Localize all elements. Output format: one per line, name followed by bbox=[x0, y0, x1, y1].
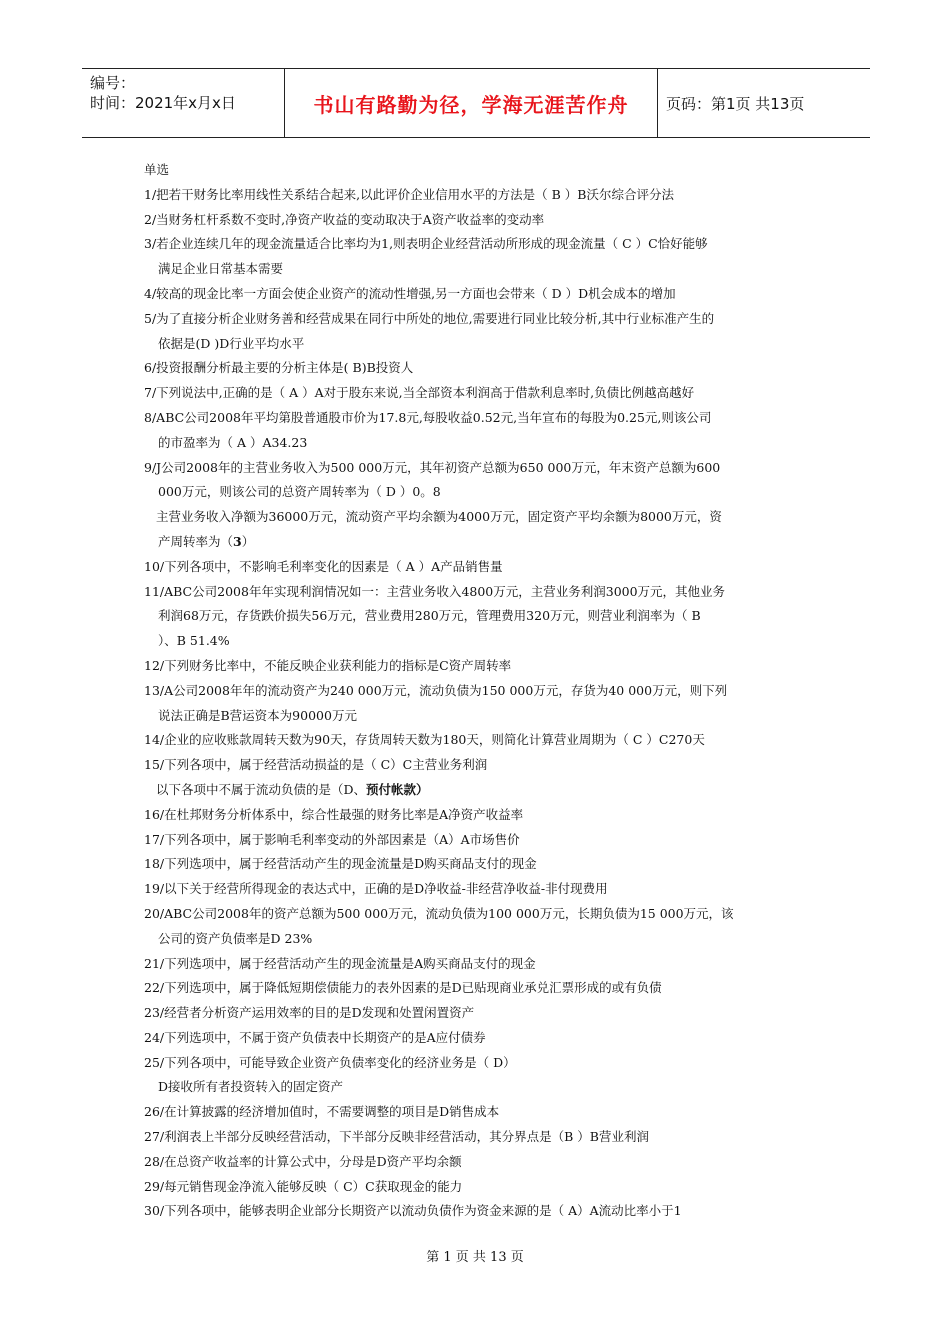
question-17: 17/下列各项中，属于影响毛利率变动的外部因素是（A）A市场售价 bbox=[144, 831, 520, 847]
question-13-cont: 说法正确是B营运资本为90000万元 bbox=[158, 707, 357, 723]
question-22: 22/下列选项中，属于降低短期偿债能力的表外因素的是D已贴现商业承兑汇票形成的或有负债 bbox=[144, 980, 662, 996]
question-5: 5/为了直接分析企业财务善和经营成果在同行中所处的地位,需要进行同业比较分析,其中行业标准产生的 bbox=[144, 310, 715, 326]
question-23: 23/经营者分析资产运用效率的目的是D发现和处置闲置资产 bbox=[144, 1005, 475, 1021]
question-24: 24/下列选项中，不属于资产负债表中长期资产的是A应付债券 bbox=[144, 1029, 486, 1045]
document-time-label: 时间：2021年x月x日 bbox=[90, 94, 236, 112]
question-21: 21/下列选项中，属于经营活动产生的现金流量是A购买商品支付的现金 bbox=[144, 955, 536, 971]
question-26: 26/在计算披露的经济增加值时，不需要调整的项目是D销售成本 bbox=[144, 1104, 500, 1120]
question-25-cont: D接收所有者投资转入的固定资产 bbox=[158, 1079, 344, 1095]
question-13: 13/A公司2008年年的流动资产为240 000万元，流动负债为150 000万元，存货为40 000万元，则下列 bbox=[144, 682, 728, 698]
question-1: 1/把若干财务比率用线性关系结合起来,以此评价企业信用水平的方法是（ B ）B沃尔综合评分法 bbox=[144, 186, 674, 202]
note-asset-turnover-cont bbox=[144, 530, 812, 555]
question-20: 20/ABC公司2008年的资产总额为500 000万元，流动负债为100 000万元，长期负债为15 000万元，该 bbox=[144, 905, 734, 921]
question-14: 14/企业的应收账款周转天数为90天，存货周转天数为180天，则简化计算营业周期为（ C ）C270天 bbox=[144, 732, 705, 748]
question-18: 18/下列选项中，属于经营活动产生的现金流量是D购买商品支付的现金 bbox=[144, 856, 537, 872]
question-28: 28/在总资产收益率的计算公式中，分母是D资产平均余额 bbox=[144, 1153, 462, 1169]
note-close: ） bbox=[241, 533, 255, 549]
question-29: 29/每元销售现金净流入能够反映（ C）C获取现金的能力 bbox=[144, 1178, 463, 1194]
question-20-cont: 公司的资产负债率是D 23% bbox=[158, 930, 313, 946]
section-title: 单选 bbox=[144, 162, 170, 177]
question-5-cont: 依据是(D )D行业平均水平 bbox=[158, 335, 305, 351]
note-current-liabilities bbox=[144, 778, 812, 803]
note-text: 以下各项中不属于流动负债的是（D、 bbox=[156, 781, 367, 797]
question-list bbox=[144, 158, 812, 1224]
question-12: 12/下列财务比率中，不能反映企业获利能力的指标是C资产周转率 bbox=[144, 657, 512, 673]
question-16: 16/在杜邦财务分析体系中，综合性最强的财务比率是A净资产收益率 bbox=[144, 806, 524, 822]
question-9-cont: 000万元，则该公司的总资产周转率为（ D ）0。8 bbox=[158, 484, 441, 500]
question-11-cont-2: ）、B 51.4% bbox=[158, 633, 230, 649]
header-page-number: 页码：第1页 共13页 bbox=[666, 94, 805, 113]
note-answer: 预付帐款） bbox=[366, 781, 429, 797]
question-8: 8/ABC公司2008年平均第股普通股市价为17.8元,每股收益0.52元,当年宣布的每股为0.25元,则该公司 bbox=[144, 409, 712, 425]
question-27: 27/利润表上半部分反映经营活动，下半部分反映非经营活动，其分界点是（B ）B营业利润 bbox=[144, 1129, 649, 1145]
question-15: 15/下列各项中，属于经营活动损益的是（ C）C主营业务利润 bbox=[144, 757, 488, 773]
note-text: 产周转率为（ bbox=[158, 533, 234, 549]
question-6: 6/投资报酬分析最主要的分析主体是( B)B投资人 bbox=[144, 360, 414, 376]
page-footer: 第 1 页 共 13 页 bbox=[426, 1250, 524, 1265]
question-10: 10/下列各项中，不影响毛利率变化的因素是（ A ）A产品销售量 bbox=[144, 558, 503, 574]
header-motto: 书山有路勤为径，学海无涯苦作舟 bbox=[285, 69, 658, 137]
question-19: 19/以下关于经营所得现金的表达式中，正确的是D净收益-非经营净收益-非付现费用 bbox=[144, 881, 608, 897]
page-header bbox=[82, 68, 870, 138]
question-3: 3/若企业连续几年的现金流量适合比率均为1,则表明企业经营活动所形成的现金流量（ C ）C恰好能够 bbox=[144, 236, 708, 252]
document-number-label: 编号： bbox=[90, 74, 136, 92]
question-8-cont: 的市盈率为（ A ）A34.23 bbox=[158, 434, 308, 450]
question-2: 2/当财务杠杆系数不变时,净资产收益的变动取决于A资产收益率的变动率 bbox=[144, 211, 545, 227]
header-meta bbox=[82, 69, 285, 137]
note-asset-turnover: 主营业务收入净额为36000万元，流动资产平均余额为4000万元，固定资产平均余额为8000万元，资 bbox=[156, 509, 722, 525]
question-11-cont: 利润68万元，存货跌价损失56万元，营业费用280万元，管理费用320万元，则营业利润率为（ B bbox=[158, 608, 701, 624]
question-30: 30/下列各项中，能够表明企业部分长期资产以流动负债作为资金来源的是（ A）A流动比率小于1 bbox=[144, 1203, 682, 1219]
question-11: 11/ABC公司2008年年实现利润情况如一：主营业务收入4800万元，主营业务利润3000万元，其他业务 bbox=[144, 583, 726, 599]
question-25: 25/下列各项中，可能导致企业资产负债率变化的经济业务是（ D） bbox=[144, 1054, 516, 1070]
question-4: 4/较高的现金比率一方面会使企业资产的流动性增强,另一方面也会带来（ D ）D机会成本的增加 bbox=[144, 285, 676, 301]
question-9: 9/J公司2008年的主营业务收入为500 000万元，其年初资产总额为650 000万元，年末资产总额为600 bbox=[144, 459, 721, 475]
note-answer: 3 bbox=[233, 533, 242, 549]
question-7: 7/下列说法中,正确的是（ A ）A对于股东来说,当全部资本利润高于借款利息率时,负债比例越高越好 bbox=[144, 385, 695, 401]
question-3-cont: 满足企业日常基本需要 bbox=[158, 261, 284, 277]
